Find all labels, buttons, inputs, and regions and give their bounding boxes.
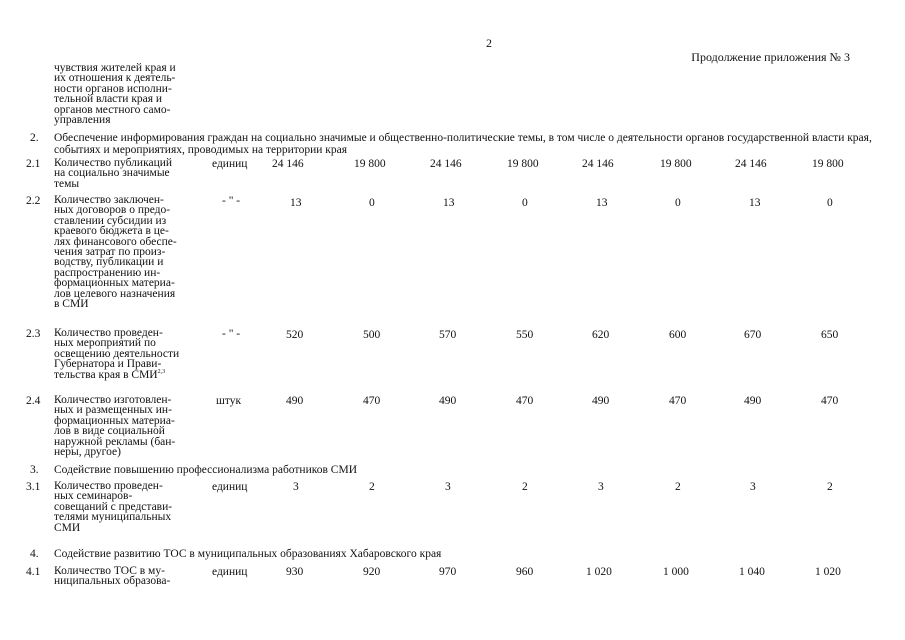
value-cell: 500	[363, 329, 381, 341]
row-name: Количество проведен- ных семинаров- совещаний с представи- телями муниципальных СМИ	[54, 480, 173, 534]
value-cell: 13	[443, 197, 455, 209]
value-cell: 470	[363, 395, 381, 407]
value-cell: 24 146	[735, 158, 767, 170]
value-cell: 960	[516, 566, 534, 578]
row-number: 4.1	[26, 566, 41, 578]
value-cell: 0	[522, 197, 528, 209]
value-cell: 24 146	[430, 158, 462, 170]
value-cell: 1 040	[739, 566, 765, 578]
value-cell: 490	[439, 395, 457, 407]
row-unit: - " -	[222, 328, 241, 340]
value-cell: 650	[821, 329, 839, 341]
row-number: 2.1	[26, 158, 41, 170]
row-name-text: Количество проведен- ных мероприятий по освещению деятельности Губернатора и Прави- тельства края в СМИ	[54, 327, 180, 381]
value-cell: 930	[286, 566, 304, 578]
row-name	[54, 328, 179, 380]
value-cell: 0	[675, 197, 681, 209]
row-number: 3.1	[26, 481, 41, 493]
value-cell: 2	[522, 481, 528, 493]
row-number: 2.4	[26, 395, 41, 407]
value-cell: 550	[516, 329, 534, 341]
value-cell: 2	[369, 481, 375, 493]
value-cell: 19 800	[812, 158, 844, 170]
value-cell: 0	[827, 197, 833, 209]
value-cell: 1 000	[663, 566, 689, 578]
section-title: Содействие развитию ТОС в муниципальных образованиях Хабаровского края	[54, 548, 442, 560]
value-cell: 1 020	[586, 566, 612, 578]
row-unit: единиц	[212, 158, 248, 170]
carryover-text: чувствия жителей края и их отношения к деятель- ности органов исполни- тельной власти края и органов местного само- управления	[54, 62, 176, 127]
value-cell: 19 800	[354, 158, 386, 170]
value-cell: 490	[744, 395, 762, 407]
value-cell: 1 020	[815, 566, 841, 578]
value-cell: 920	[363, 566, 381, 578]
value-cell: 490	[286, 395, 304, 407]
row-name: Количество ТОС в му- ниципальных образова-	[54, 565, 171, 588]
value-cell: 520	[286, 329, 304, 341]
value-cell: 19 800	[660, 158, 692, 170]
value-cell: 570	[439, 329, 457, 341]
value-cell: 670	[744, 329, 762, 341]
value-cell: 3	[750, 481, 756, 493]
row-name: Количество публикаций на социально значимые темы	[54, 157, 173, 190]
row-number: 2.3	[26, 328, 41, 340]
value-cell: 13	[596, 197, 608, 209]
value-cell: 600	[669, 329, 687, 341]
section-number: 3.	[30, 464, 39, 476]
value-cell: 19 800	[507, 158, 539, 170]
value-cell: 3	[293, 481, 299, 493]
value-cell: 2	[827, 481, 833, 493]
footnote-marker: 2,3	[157, 368, 166, 375]
value-cell: 13	[290, 197, 302, 209]
value-cell: 3	[445, 481, 451, 493]
row-name: Количество изготовлен- ных и размещенных ин- формационных материа- лов в виде социальной наружной рекламы (бан- неры, другое)	[54, 394, 176, 459]
page-number: 2	[486, 36, 492, 50]
value-cell: 970	[439, 566, 457, 578]
value-cell: 470	[821, 395, 839, 407]
value-cell: 13	[749, 197, 761, 209]
section-number: 4.	[30, 548, 39, 560]
continuation-header: Продолжение приложения № 3	[691, 50, 850, 64]
value-cell: 470	[516, 395, 534, 407]
row-unit: - " -	[222, 195, 241, 207]
value-cell: 24 146	[272, 158, 304, 170]
value-cell: 470	[669, 395, 687, 407]
section-title: Обеспечение информирования граждан на социально значимые и общественно-политические темы, в том числе о деятельности органов государственной власти края, событиях и мероприятиях, проводимых на территории края	[54, 132, 872, 156]
value-cell: 620	[592, 329, 610, 341]
value-cell: 3	[598, 481, 604, 493]
row-name: Количество заключен- ных договоров о предо- ставлении субсидии из краевого бюджета в це- лях финансового обеспе- чения затрат по произ- водству, публикации и распространению ин- формационных материа- лов целевого назначения в СМИ	[54, 194, 177, 311]
row-unit: единиц	[212, 566, 248, 578]
section-number: 2.	[30, 132, 39, 144]
value-cell: 2	[675, 481, 681, 493]
value-cell: 0	[369, 197, 375, 209]
value-cell: 24 146	[582, 158, 614, 170]
row-unit: штук	[216, 395, 242, 407]
row-number: 2.2	[26, 195, 41, 207]
value-cell: 490	[592, 395, 610, 407]
row-unit: единиц	[212, 481, 248, 493]
section-title: Содействие повышению профессионализма работников СМИ	[54, 464, 358, 476]
